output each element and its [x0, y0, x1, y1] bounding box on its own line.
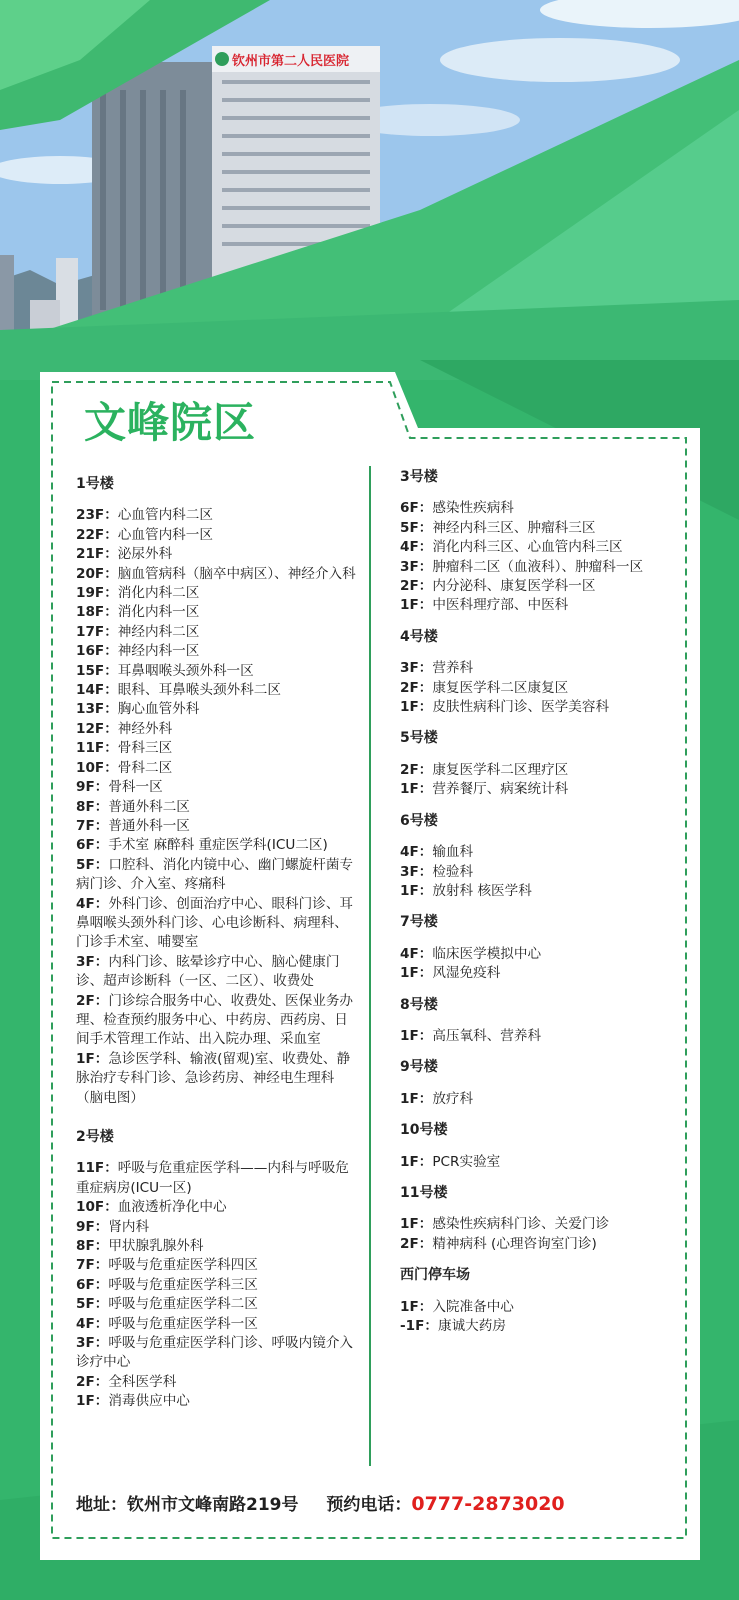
floor-departments: 手术室 麻醉科 重症医学科(ICU二区) [108, 837, 328, 854]
floor-row [76, 1050, 356, 1108]
floor-label: 8F： [76, 1238, 109, 1255]
floor-departments: 消化内科二区 [117, 585, 200, 602]
floor-row [76, 953, 356, 992]
floor-departments: 高压氧科、营养科 [432, 1027, 542, 1044]
floor-row [400, 659, 678, 678]
floor-departments: 神经内科一区 [117, 643, 200, 660]
page-title: 文峰院区 [84, 398, 257, 447]
floor-row [76, 1159, 356, 1198]
floor-row [76, 662, 356, 681]
floor-row [76, 1315, 356, 1334]
floor-departments: 耳鼻咽喉头颈外科一区 [117, 662, 254, 679]
building-heading: 3号楼 [400, 469, 438, 485]
floor-departments: 临床医学模拟中心 [432, 945, 542, 962]
floor-label: 9F： [76, 1218, 109, 1235]
floor-departments: 精神病科 (心理咨询室门诊) [432, 1235, 597, 1252]
floor-row [76, 603, 356, 622]
building-group [400, 996, 678, 1047]
floor-departments: 肿瘤科二区（血液科）、肿瘤科一区 [432, 558, 644, 575]
floor-label: 17F： [76, 623, 118, 640]
floor-label: 4F： [400, 539, 433, 556]
floor-label: 1F： [400, 699, 433, 716]
floor-row [76, 992, 356, 1050]
floor-label: 1F： [400, 1027, 433, 1044]
floor-departments: 心血管内科一区 [117, 526, 213, 543]
building-group [400, 1058, 678, 1109]
floor-row [400, 882, 678, 901]
floor-label: 1F： [400, 1216, 433, 1233]
floor-row [400, 1153, 678, 1172]
floor-row [400, 964, 678, 983]
floor-label: 22F： [76, 526, 118, 543]
floor-row [76, 1295, 356, 1314]
floor-row [76, 1218, 356, 1237]
building-group [76, 475, 356, 1108]
floor-departments: 心血管内科二区 [117, 507, 213, 524]
floor-label: 3F： [400, 660, 433, 677]
floor-departments: 风湿免疫科 [432, 965, 501, 982]
floor-departments: 营养餐厅、病案统计科 [432, 781, 569, 798]
floor-row [76, 1334, 356, 1373]
floor-row [400, 1235, 678, 1254]
floor-label: 1F： [400, 597, 433, 614]
floor-departments: 普通外科二区 [108, 798, 190, 815]
floor-departments: 口腔科、消化内镜中心、幽门螺旋杆菌专病门诊、介入室、疼痛科 [76, 856, 354, 893]
floor-row [400, 499, 678, 518]
floor-row [76, 584, 356, 603]
floor-label: 1F： [400, 1090, 433, 1107]
floor-label: 21F： [76, 546, 118, 563]
floor-row [76, 1276, 356, 1295]
floor-departments: 泌尿外科 [117, 546, 173, 563]
floor-label: 7F： [76, 817, 109, 834]
floor-row [76, 836, 356, 855]
building-group [400, 1184, 678, 1254]
floor-departments: 普通外科一区 [108, 817, 190, 834]
floor-departments: 康诚大药房 [437, 1318, 506, 1334]
floor-row [76, 739, 356, 758]
floor-row [400, 519, 678, 538]
floor-row [76, 565, 356, 584]
floor-label: 2F： [76, 1373, 109, 1390]
floor-departments: 急诊医学科、输液(留观)室、收费处、静脉治疗专科门诊、急诊药房、神经电生理科（脑电图） [76, 1050, 351, 1106]
floor-label: 18F： [76, 604, 118, 621]
floor-departments: 营养科 [432, 660, 474, 677]
floor-row [400, 538, 678, 557]
building-group [400, 1266, 678, 1336]
floor-row [400, 863, 678, 882]
floor-departments: 甲状腺乳腺外科 [108, 1238, 204, 1255]
building-group [400, 812, 678, 902]
floor-row [400, 1090, 678, 1109]
floor-row [400, 1027, 678, 1046]
floor-row [76, 778, 356, 797]
floor-departments: 神经内科三区、肿瘤科三区 [432, 519, 596, 536]
floor-label: 6F： [76, 837, 109, 854]
floor-row [76, 526, 356, 545]
floor-row [76, 720, 356, 739]
floor-label: 15F： [76, 662, 118, 679]
floor-departments: 中医科理疗部、中医科 [432, 597, 569, 614]
building-heading: 1号楼 [76, 476, 114, 492]
floor-row [76, 1256, 356, 1275]
floor-label: 4F： [400, 844, 433, 861]
floor-row [76, 545, 356, 564]
floor-label: 6F： [76, 1276, 109, 1293]
floor-label: 2F： [400, 1235, 433, 1252]
floor-departments: 呼吸与危重症医学科二区 [108, 1296, 258, 1313]
floor-row [76, 817, 356, 836]
floor-row [76, 623, 356, 642]
floor-label: 3F： [400, 558, 433, 575]
floor-departments: 呼吸与危重症医学科——内科与呼吸危重症病房(ICU一区) [76, 1160, 349, 1196]
floor-departments: 血液透析净化中心 [117, 1199, 227, 1216]
floor-label: 7F： [76, 1257, 109, 1274]
floor-label: 2F： [400, 679, 433, 696]
floor-departments: PCR实验室 [432, 1153, 501, 1170]
right-column [400, 468, 678, 1348]
floor-departments: 内分泌科、康复医学科一区 [432, 578, 596, 595]
floor-label: -1F： [400, 1318, 438, 1334]
floor-row [76, 759, 356, 778]
phone-number[interactable]: 0777-2873020 [411, 1493, 565, 1515]
floor-row [400, 780, 678, 799]
building-heading: 4号楼 [400, 628, 438, 645]
floor-departments: 消毒供应中心 [108, 1393, 190, 1410]
building-heading: 7号楼 [400, 914, 438, 931]
building-heading: 西门停车场 [400, 1267, 470, 1284]
floor-label: 8F： [76, 798, 109, 815]
floor-label: 5F： [76, 856, 109, 873]
floor-label: 16F： [76, 643, 118, 660]
floor-departments: 呼吸与危重症医学科三区 [108, 1276, 258, 1293]
building-heading: 2号楼 [76, 1129, 114, 1145]
floor-departments: 呼吸与危重症医学科门诊、呼吸内镜介入诊疗中心 [76, 1335, 354, 1371]
floor-label: 1F： [400, 1298, 433, 1315]
building-heading: 10号楼 [400, 1122, 448, 1139]
floor-row [76, 1392, 356, 1411]
floor-row [76, 681, 356, 700]
floor-label: 2F： [400, 578, 433, 595]
floor-row [76, 1237, 356, 1256]
phone-label: 预约电话： [326, 1495, 412, 1515]
floor-label: 3F： [76, 1335, 109, 1352]
floor-row [400, 1215, 678, 1234]
floor-row [76, 798, 356, 817]
floor-label: 23F： [76, 507, 118, 524]
floor-row [400, 1317, 678, 1336]
floor-departments: 外科门诊、创面治疗中心、眼科门诊、耳鼻咽喉头颈外科门诊、心电诊断科、病理科、门诊手术室、哺婴室 [76, 895, 354, 951]
floor-departments: 全科医学科 [108, 1373, 177, 1390]
floor-label: 2F： [400, 761, 433, 778]
floor-label: 11F： [76, 740, 118, 757]
floor-row [400, 577, 678, 596]
floor-label: 13F： [76, 701, 118, 718]
floor-row [400, 945, 678, 964]
floor-label: 1F： [400, 1153, 433, 1170]
floor-label: 4F： [400, 945, 433, 962]
floor-row [400, 1298, 678, 1317]
floor-departments: 入院准备中心 [432, 1298, 514, 1315]
hospital-sign: 钦州市第二人民医院 [232, 54, 350, 69]
floor-departments: 消化内科一区 [117, 604, 200, 621]
floor-label: 12F： [76, 720, 118, 737]
building-heading: 5号楼 [400, 730, 438, 747]
floor-row [400, 843, 678, 862]
left-column [76, 475, 356, 1432]
floor-departments: 骨科三区 [117, 740, 173, 757]
floor-row [76, 1373, 356, 1392]
floor-departments: 呼吸与危重症医学科四区 [108, 1257, 258, 1274]
floor-label: 14F： [76, 682, 118, 699]
building-group [400, 913, 678, 983]
floor-departments: 呼吸与危重症医学科一区 [108, 1315, 258, 1332]
floor-departments: 消化内科三区、心血管内科三区 [432, 539, 623, 556]
floor-label: 3F： [76, 953, 109, 970]
floor-label: 3F： [400, 863, 433, 880]
building-group [400, 1121, 678, 1172]
floor-label: 1F： [400, 781, 433, 798]
floor-row [400, 596, 678, 615]
floor-label: 9F： [76, 779, 109, 796]
floor-departments: 内科门诊、眩晕诊疗中心、脑心健康门诊、超声诊断科（一区、二区）、收费处 [76, 953, 340, 990]
floor-label: 6F： [400, 500, 433, 517]
floor-label: 11F： [76, 1160, 118, 1177]
floor-row [400, 761, 678, 780]
floor-label: 1F： [400, 882, 433, 899]
building-heading: 6号楼 [400, 812, 438, 829]
floor-departments: 眼科、耳鼻喉头颈外科二区 [117, 682, 281, 699]
building-group [400, 729, 678, 799]
floor-row [400, 558, 678, 577]
building-heading: 8号楼 [400, 996, 438, 1013]
floor-label: 1F： [76, 1050, 109, 1067]
floor-departments: 门诊综合服务中心、收费处、医保业务办理、检查预约服务中心、中药房、西药房、日间手术管理工作站、出入院办理、采血室 [76, 992, 354, 1048]
building-group [400, 468, 678, 616]
floor-departments: 康复医学科二区理疗区 [432, 761, 569, 778]
floor-departments: 康复医学科二区康复区 [432, 679, 569, 696]
floor-row [76, 895, 356, 953]
floor-departments: 检验科 [432, 863, 474, 880]
floor-label: 4F： [76, 1315, 109, 1332]
floor-label: 5F： [76, 1296, 109, 1313]
floor-departments: 感染性疾病科门诊、关爱门诊 [432, 1216, 610, 1233]
floor-departments: 输血科 [432, 844, 474, 861]
floor-departments: 脑血管病科（脑卒中病区）、神经介入科 [117, 565, 356, 582]
floor-departments: 肾内科 [108, 1218, 150, 1235]
floor-label: 20F： [76, 565, 118, 582]
floor-departments: 感染性疾病科 [432, 500, 514, 517]
floor-label: 5F： [400, 519, 433, 536]
floor-label: 2F： [76, 992, 109, 1009]
floor-row [400, 698, 678, 717]
floor-row [76, 642, 356, 661]
building-group [400, 628, 678, 718]
floor-row [400, 679, 678, 698]
floor-label: 19F： [76, 585, 118, 602]
floor-departments: 骨科一区 [108, 779, 163, 796]
floor-departments: 皮肤性病科门诊、医学美容科 [432, 699, 610, 716]
floor-label: 10F： [76, 1199, 118, 1216]
floor-departments: 胸心血管外科 [117, 701, 200, 718]
floor-label: 1F： [400, 965, 433, 982]
footer [76, 1490, 676, 1515]
floor-departments: 放射科 核医学科 [432, 882, 532, 899]
floor-label: 10F： [76, 759, 118, 776]
floor-departments: 神经内科二区 [117, 623, 200, 640]
building-group [76, 1128, 356, 1412]
floor-label: 1F： [76, 1393, 109, 1410]
building-heading: 9号楼 [400, 1059, 438, 1076]
address-label: 地址： [76, 1495, 127, 1515]
building-heading: 11号楼 [400, 1184, 448, 1201]
floor-row [76, 1198, 356, 1217]
floor-row [76, 700, 356, 719]
floor-departments: 骨科二区 [117, 759, 173, 776]
floor-departments: 放疗科 [432, 1090, 474, 1107]
column-divider [369, 466, 371, 1466]
address-text: 钦州市文峰南路219号 [127, 1495, 299, 1515]
floor-departments: 神经外科 [117, 720, 173, 737]
floor-row [76, 856, 356, 895]
floor-label: 4F： [76, 895, 109, 912]
floor-row [76, 506, 356, 525]
